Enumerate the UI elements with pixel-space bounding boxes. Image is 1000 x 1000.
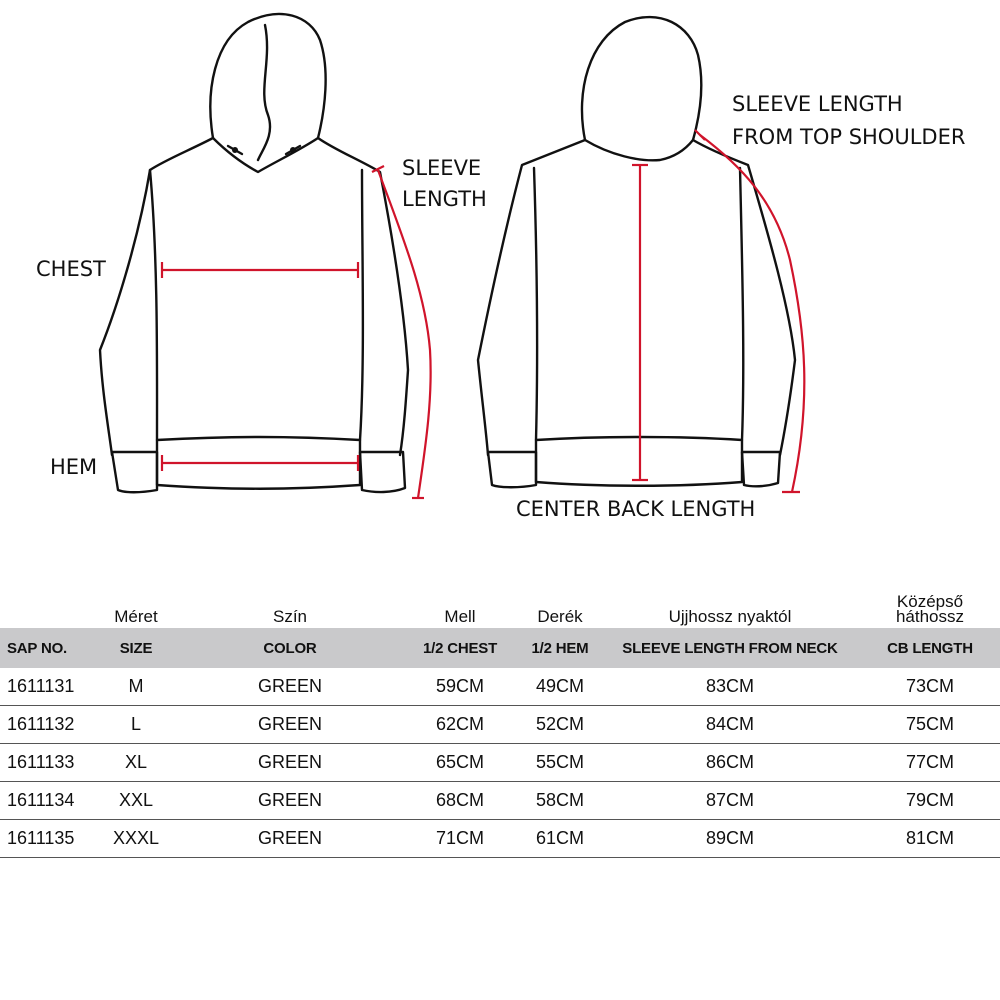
header-hu-hem: Derék [537, 607, 583, 626]
cell-hem: 61CM [520, 820, 600, 858]
table-row [0, 820, 1000, 858]
cell-sleeve: 87CM [600, 782, 860, 820]
cell-cb: 79CM [860, 782, 1000, 820]
cell-sleeve: 84CM [600, 706, 860, 744]
cell-cb: 75CM [860, 706, 1000, 744]
header-half-chest: 1/2 CHEST [400, 628, 520, 668]
cell-sap-no: 1611132 [0, 706, 92, 744]
cell-hem: 58CM [520, 782, 600, 820]
cell-sleeve: 86CM [600, 744, 860, 782]
cell-size: M [92, 668, 180, 706]
cell-cb: 77CM [860, 744, 1000, 782]
header-hu-sleeve: Ujjhossz nyaktól [668, 607, 792, 626]
header-hu-empty [0, 590, 92, 628]
cell-sap-no: 1611134 [0, 782, 92, 820]
cell-color: GREEN [180, 744, 400, 782]
table-row [0, 668, 1000, 706]
cell-size: XL [92, 744, 180, 782]
label-center-back-length: CENTER BACK LENGTH [516, 497, 756, 521]
cell-sap-no: 1611133 [0, 744, 92, 782]
cell-hem: 55CM [520, 744, 600, 782]
cell-size: L [92, 706, 180, 744]
hoodie-back-illustration [478, 17, 804, 492]
size-chart-table [0, 590, 1000, 858]
cell-color: GREEN [180, 668, 400, 706]
header-hu-cb [860, 590, 1000, 628]
cell-sap-no: 1611135 [0, 820, 92, 858]
cell-cb: 73CM [860, 668, 1000, 706]
cell-sleeve: 89CM [600, 820, 860, 858]
header-cb-length: CB LENGTH [860, 628, 1000, 668]
label-sleeve-top-2: FROM TOP SHOULDER [732, 125, 966, 149]
label-sleeve-length-1: SLEEVE [402, 156, 482, 180]
label-chest: CHEST [36, 257, 106, 281]
header-color: COLOR [180, 628, 400, 668]
cell-color: GREEN [180, 820, 400, 858]
cell-hem: 52CM [520, 706, 600, 744]
header-row-english [0, 628, 1000, 668]
header-row-hungarian [0, 590, 1000, 628]
header-size: SIZE [92, 628, 180, 668]
cell-size: XXL [92, 782, 180, 820]
header-hu-size: Méret [114, 607, 158, 626]
header-half-hem: 1/2 HEM [520, 628, 600, 668]
cell-cb: 81CM [860, 820, 1000, 858]
cell-chest: 68CM [400, 782, 520, 820]
cell-chest: 65CM [400, 744, 520, 782]
label-hem: HEM [50, 455, 98, 479]
cell-color: GREEN [180, 706, 400, 744]
cell-sap-no: 1611131 [0, 668, 92, 706]
header-sleeve-length: SLEEVE LENGTH FROM NECK [600, 628, 860, 668]
cell-chest: 62CM [400, 706, 520, 744]
table-row [0, 782, 1000, 820]
header-hu-color: Szín [272, 607, 308, 626]
hoodie-front-illustration [100, 14, 431, 498]
cell-color: GREEN [180, 782, 400, 820]
cell-size: XXXL [92, 820, 180, 858]
table-row [0, 706, 1000, 744]
cell-chest: 59CM [400, 668, 520, 706]
table-row [0, 744, 1000, 782]
label-sleeve-top-1: SLEEVE LENGTH [732, 92, 903, 116]
cell-chest: 71CM [400, 820, 520, 858]
label-sleeve-length-2: LENGTH [402, 187, 487, 211]
header-sap-no: SAP NO. [0, 628, 92, 668]
cell-hem: 49CM [520, 668, 600, 706]
cell-sleeve: 83CM [600, 668, 860, 706]
header-hu-cb-1: Középső [896, 592, 964, 611]
header-hu-cb-2: háthossz [895, 607, 965, 626]
header-hu-chest: Mell [444, 607, 476, 626]
